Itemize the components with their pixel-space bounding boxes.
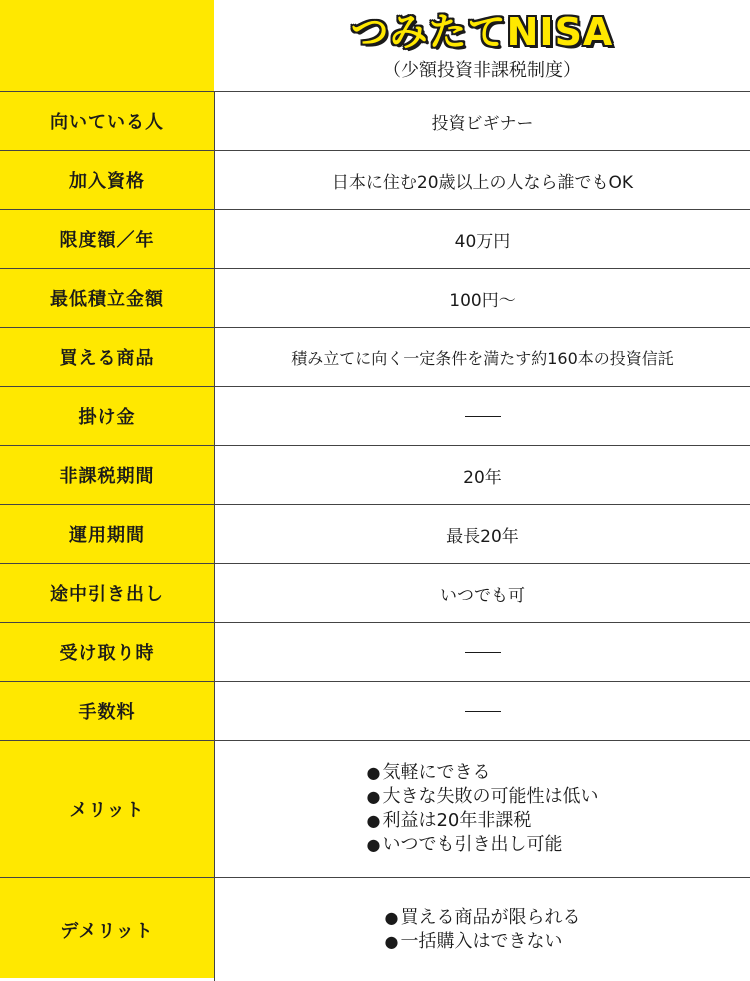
comparison-table	[0, 91, 750, 981]
bullet-icon: ●	[384, 907, 399, 927]
not-applicable-dash	[465, 652, 501, 653]
row-value	[214, 387, 750, 445]
row-value	[214, 623, 750, 681]
table-row	[0, 622, 750, 681]
table-row	[0, 386, 750, 445]
row-label: 運用期間	[69, 525, 145, 546]
row-value: 最長20年	[214, 505, 750, 563]
table-row	[0, 150, 750, 209]
list-item: ● 気軽にできる	[366, 762, 491, 783]
table-row	[0, 209, 750, 268]
merit-row	[0, 740, 750, 877]
row-value: 40万円	[214, 210, 750, 268]
list-item: ● いつでも引き出し可能	[366, 834, 563, 855]
row-value: 投資ビギナー	[214, 92, 750, 150]
table-row	[0, 445, 750, 504]
bullet-icon: ●	[366, 835, 381, 854]
row-label: 加入資格	[69, 171, 145, 192]
list-item: ● 大きな失敗の可能性は低い	[366, 786, 599, 807]
table-row	[0, 268, 750, 327]
demerit-value	[214, 878, 750, 981]
row-label: 掛け金	[78, 407, 136, 428]
table-row	[0, 681, 750, 740]
demerit-list	[385, 906, 581, 954]
row-value: 日本に住む20歳以上の人なら誰でもOK	[214, 151, 750, 209]
row-value: 20年	[214, 446, 750, 504]
not-applicable-dash	[465, 711, 501, 712]
table-row	[0, 504, 750, 563]
list-item: ● 利益は20年非課税	[366, 810, 532, 831]
merit-value	[214, 741, 750, 877]
demerit-label: デメリット	[60, 920, 154, 942]
table-row	[0, 563, 750, 622]
table-row	[0, 327, 750, 386]
bullet-icon: ●	[366, 787, 381, 806]
row-value: 100円〜	[214, 269, 750, 327]
merit-list	[367, 761, 599, 857]
row-value: いつでも可	[214, 564, 750, 622]
row-value: 積み立てに向く一定条件を満たす約160本の投資信託	[214, 328, 750, 386]
header	[214, 0, 750, 91]
row-label: 途中引き出し	[50, 584, 164, 605]
row-value	[214, 682, 750, 740]
bullet-icon: ●	[366, 811, 381, 830]
row-label: 非課税期間	[59, 466, 155, 487]
row-label: 向いている人	[50, 112, 164, 133]
row-label: 受け取り時	[59, 643, 155, 664]
row-label: 買える商品	[59, 348, 155, 369]
bullet-icon: ●	[384, 931, 399, 951]
page-subtitle: （少額投資非課税制度）	[383, 60, 581, 81]
page-title: つみたてNISA	[350, 10, 614, 54]
list-item: ● 一括購入はできない	[384, 930, 563, 952]
list-item: ● 買える商品が限られる	[384, 906, 581, 928]
demerit-row	[0, 877, 750, 981]
table-row	[0, 91, 750, 150]
bullet-icon: ●	[366, 763, 381, 782]
row-label: 最低積立金額	[50, 289, 164, 310]
not-applicable-dash	[465, 416, 501, 417]
row-label: 限度額／年	[59, 230, 155, 251]
row-label: 手数料	[78, 702, 136, 723]
merit-label: メリット	[69, 800, 145, 821]
